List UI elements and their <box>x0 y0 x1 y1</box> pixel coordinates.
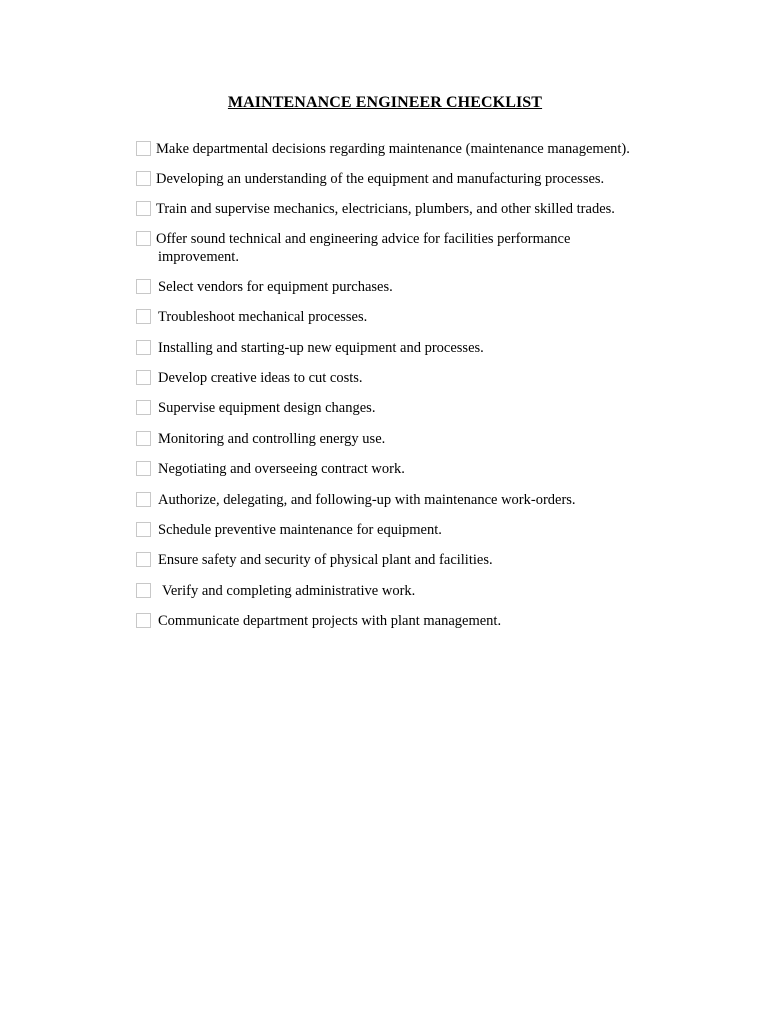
checkbox[interactable] <box>136 370 151 385</box>
checklist-item-label: Negotiating and overseeing contract work. <box>158 461 405 477</box>
checkbox[interactable] <box>136 461 151 476</box>
checklist-item-label: Schedule preventive maintenance for equipment. <box>158 522 442 538</box>
checklist-item-label: Communicate department projects with plant management. <box>158 613 502 629</box>
checklist-item-label: Ensure safety and security of physical plant and facilities. <box>158 552 493 568</box>
checklist-item-label: Troubleshoot mechanical processes. <box>158 309 368 325</box>
checklist-item-label: Select vendors for equipment purchases. <box>158 279 393 295</box>
checkbox[interactable] <box>136 552 151 567</box>
checkbox[interactable] <box>136 340 151 355</box>
checklist-item-label: Develop creative ideas to cut costs. <box>158 370 363 386</box>
checklist-item-label: Train and supervise mechanics, electricians, plumbers, and other skilled trades. <box>156 201 615 217</box>
checkbox[interactable] <box>136 583 151 598</box>
checkbox[interactable] <box>136 279 151 294</box>
checklist-item-label-line1: Offer sound technical and engineering advice for facilities performance <box>156 231 571 247</box>
checklist-item-label: Authorize, delegating, and following-up with maintenance work-orders. <box>158 492 576 508</box>
checkbox[interactable] <box>136 231 151 246</box>
checklist-item-label: Supervise equipment design changes. <box>158 400 376 416</box>
checklist-item-label: Developing an understanding of the equipment and manufacturing processes. <box>156 171 605 187</box>
checkbox[interactable] <box>136 431 151 446</box>
checkbox[interactable] <box>136 309 151 324</box>
page-title: MAINTENANCE ENGINEER CHECKLIST <box>227 94 543 111</box>
checkbox[interactable] <box>136 492 151 507</box>
checkbox[interactable] <box>136 141 151 156</box>
checklist-item-label-line2: improvement. <box>158 249 239 265</box>
checkbox[interactable] <box>136 613 151 628</box>
checkbox[interactable] <box>136 522 151 537</box>
checklist-item-label <box>156 230 676 266</box>
checklist-item-label: Installing and starting-up new equipment and processes. <box>158 340 484 356</box>
checklist-item-label: Make departmental decisions regarding maintenance (maintenance management). <box>156 141 630 157</box>
checkbox[interactable] <box>136 201 151 216</box>
checkbox[interactable] <box>136 171 151 186</box>
checkbox[interactable] <box>136 400 151 415</box>
checklist-item-label: Verify and completing administrative work. <box>162 583 416 599</box>
checklist-item-label: Monitoring and controlling energy use. <box>158 431 386 447</box>
